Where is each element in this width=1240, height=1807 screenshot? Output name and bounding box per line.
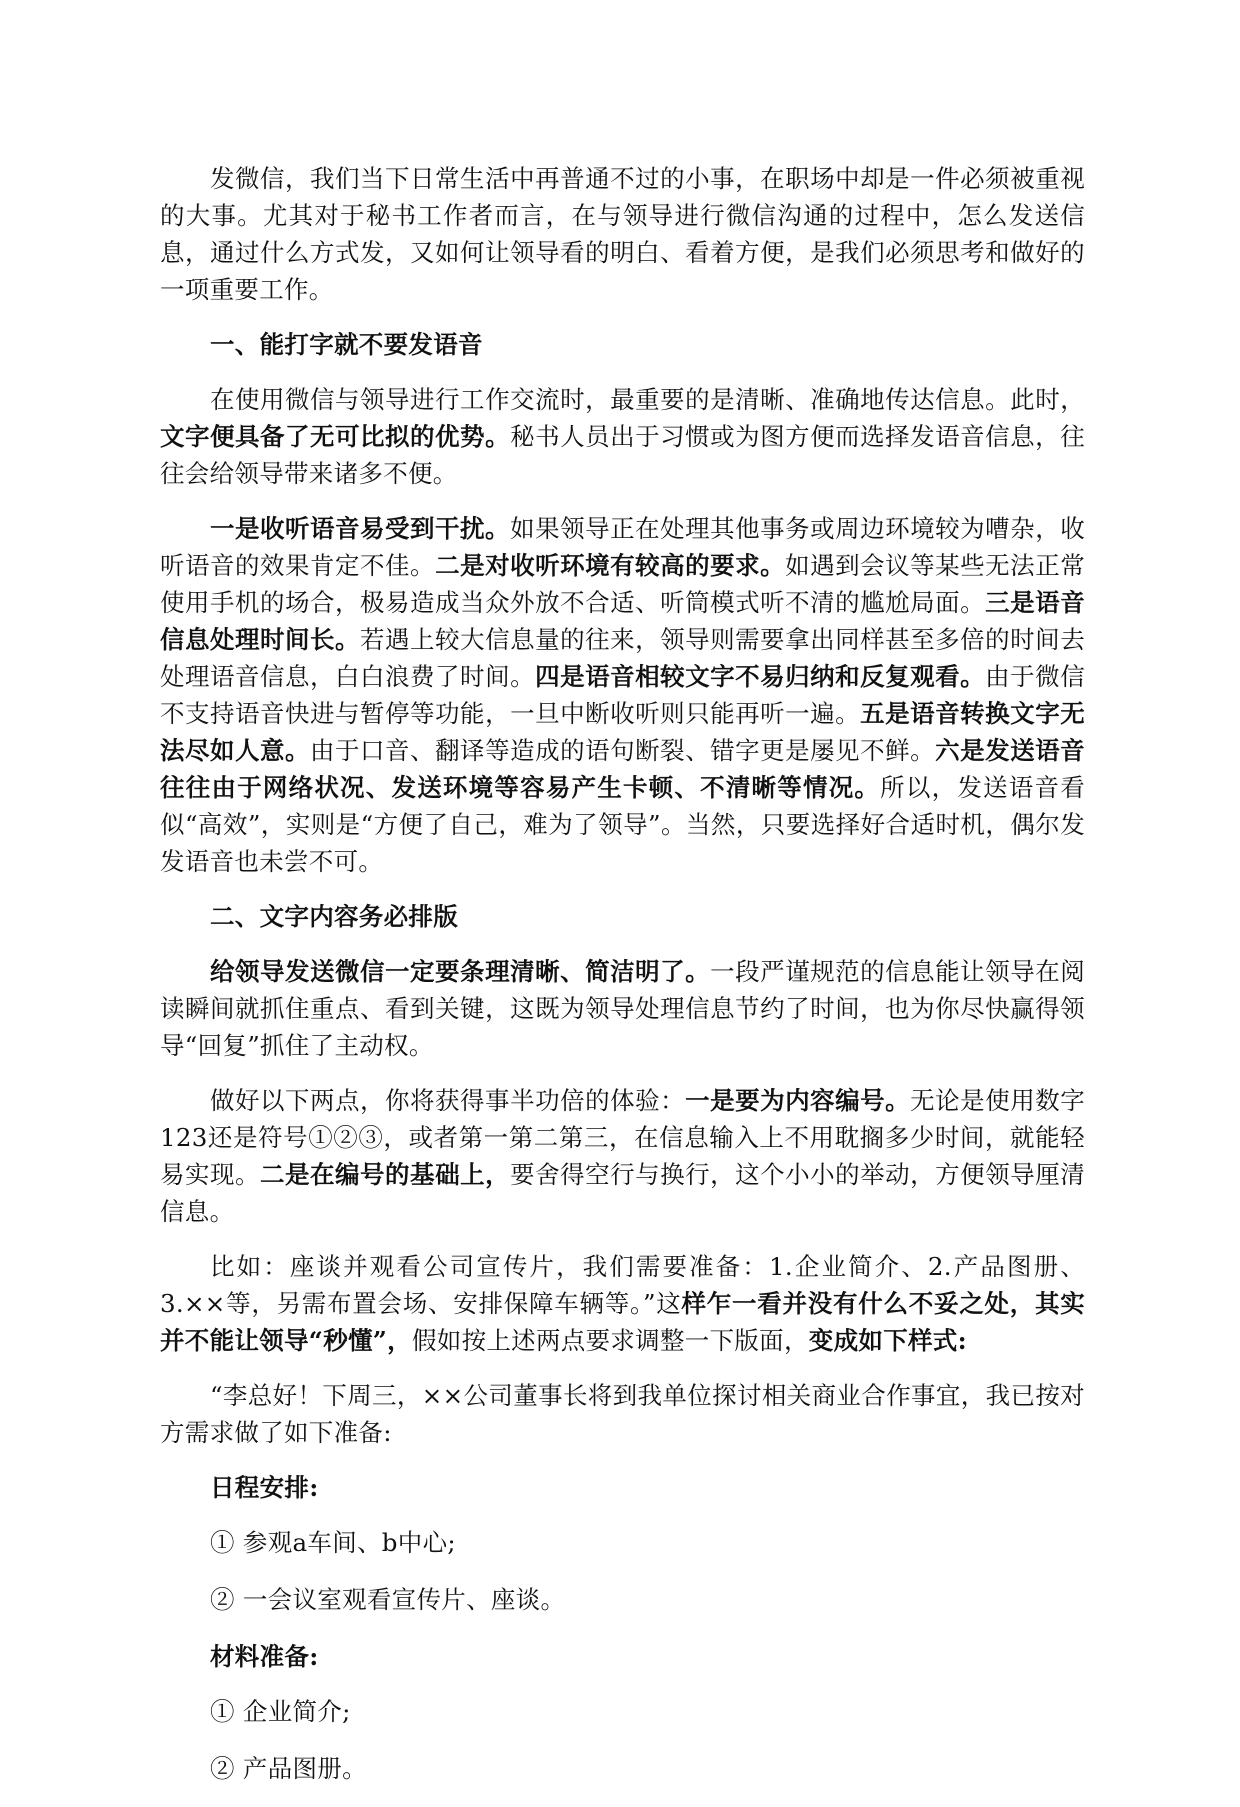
bold-text-run: 三是语音信息处理时间长。 [160,588,1085,654]
text-run: 比如：座谈并观看公司宣传片，我们需要准备：1.企业简介、2.产品图册、3.××等，另需布置会场、安排保障车辆等。”这 [160,1252,1085,1318]
intro-paragraph [160,160,1085,308]
text-run: 发微信，我们当下日常生活中再普通不过的小事，在职场中却是一件必须被重视的大事。尤其对于秘书工作者而言，在与领导进行微信沟通的过程中，怎么发送信息，通过什么方式发，又如何让领导看的明白、看着方便，是我们必须思考和做好的一项重要工作。 [160,164,1085,304]
text-run: 一、能打字就不要发语音 [210,330,483,359]
sample-message [160,1377,1085,1451]
text-run: 秘书人员出于习惯或为图方便而选择发语音信息，往往会给领导带来诸多不便。 [160,422,1085,488]
text-run: 在使用微信与领导进行工作交流时，最重要的是清晰、准确地传达信息。此时， [210,385,1085,414]
bold-text-run: 一是要为内容编号。 [685,1086,911,1115]
schedule-heading [160,1469,1085,1506]
bold-text-run: 一是收听语音易受到干扰。 [210,514,511,543]
text-run: 由于口音、翻译等造成的语句断裂、错字更是屡见不鲜。 [310,736,936,765]
section-1-intro [160,381,1085,492]
text-run: ① 企业简介; [210,1697,351,1726]
section-2-intro [160,953,1085,1064]
section-1-points [160,510,1085,880]
bold-text-run: 文字便具备了无可比拟的优势。 [160,422,511,451]
materials-heading [160,1638,1085,1675]
schedule-item-2 [160,1581,1085,1618]
bold-text-run: 五是语音转换文字无法尽如人意。 [160,699,1085,765]
text-run: 如遇到会议等某些无法正常使用手机的场合，极易造成当众外放不合适、听筒模式听不清的尴尬局面。 [160,551,1085,617]
text-run: 日程安排: [210,1473,319,1502]
text-run: “李总好！下周三，××公司董事长将到我单位探讨相关商业合作事宜，我已按对方需求做了如下准备: [160,1381,1085,1447]
text-run: ② 产品图册。 [210,1754,367,1783]
text-run: ② 一会议室观看宣传片、座谈。 [210,1585,566,1614]
text-run: 若遇上较大信息量的往来，领导则需要拿出同样甚至多倍的时间去处理语音信息，白白浪费了时间。 [160,625,1085,691]
bold-text-run: 变成如下样式: [808,1326,967,1355]
text-run: 二、文字内容务必排版 [210,902,458,931]
materials-item-1 [160,1693,1085,1730]
text-run: 一段严谨规范的信息能让领导在阅读瞬间就抓住重点、看到关键，这既为领导处理信息节约了时间，也为你尽快赢得领导“回复”抓住了主动权。 [160,957,1086,1060]
document-page [160,160,1085,1807]
text-run: ① 参观a车间、b中心; [210,1528,456,1557]
bold-text-run: 二是对收听环境有较高的要求。 [435,551,786,580]
bold-text-run: 样乍一看并没有什么不妥之处，其实并不能让领导“秒懂”， [160,1289,1085,1355]
schedule-item-1 [160,1524,1085,1561]
text-run: 由于微信不支持语音快进与暂停等功能，一旦中断收听则只能再听一遍。 [160,662,1085,728]
text-run: 要舍得空行与换行，这个小小的举动，方便领导厘清信息。 [160,1160,1086,1226]
section-1-heading [160,326,1085,363]
materials-item-2 [160,1750,1085,1787]
text-run: 做好以下两点，你将获得事半功倍的体验： [210,1086,686,1115]
section-2-tips [160,1082,1085,1230]
text-run: 无论是使用数字123还是符号①②③，或者第一第二第三，在信息输入上不用耽搁多少时间，就能轻易实现。 [160,1086,1086,1189]
bold-text-run: 六是发送语音往往由于网络状况、发送环境等容易产生卡顿、不清晰等情况。 [160,736,1085,802]
text-run: 所以，发送语音看似“高效”，实则是“方便了自己，难为了领导”。当然，只要选择好合适时机，偶尔发发语音也未尝不可。 [160,773,1085,876]
text-run: 假如按上述两点要求调整一下版面， [411,1326,809,1355]
text-run: 材料准备: [210,1642,319,1671]
section-2-heading [160,898,1085,935]
example-paragraph [160,1248,1085,1359]
text-run: 如果领导正在处理其他事务或周边环境较为嘈杂，收听语音的效果肯定不佳。 [160,514,1085,580]
bold-text-run: 四是语音相较文字不易归纳和反复观看。 [535,662,986,691]
bold-text-run: 给领导发送微信一定要条理清晰、简洁明了。 [210,957,711,986]
bold-text-run: 二是在编号的基础上， [260,1160,511,1189]
